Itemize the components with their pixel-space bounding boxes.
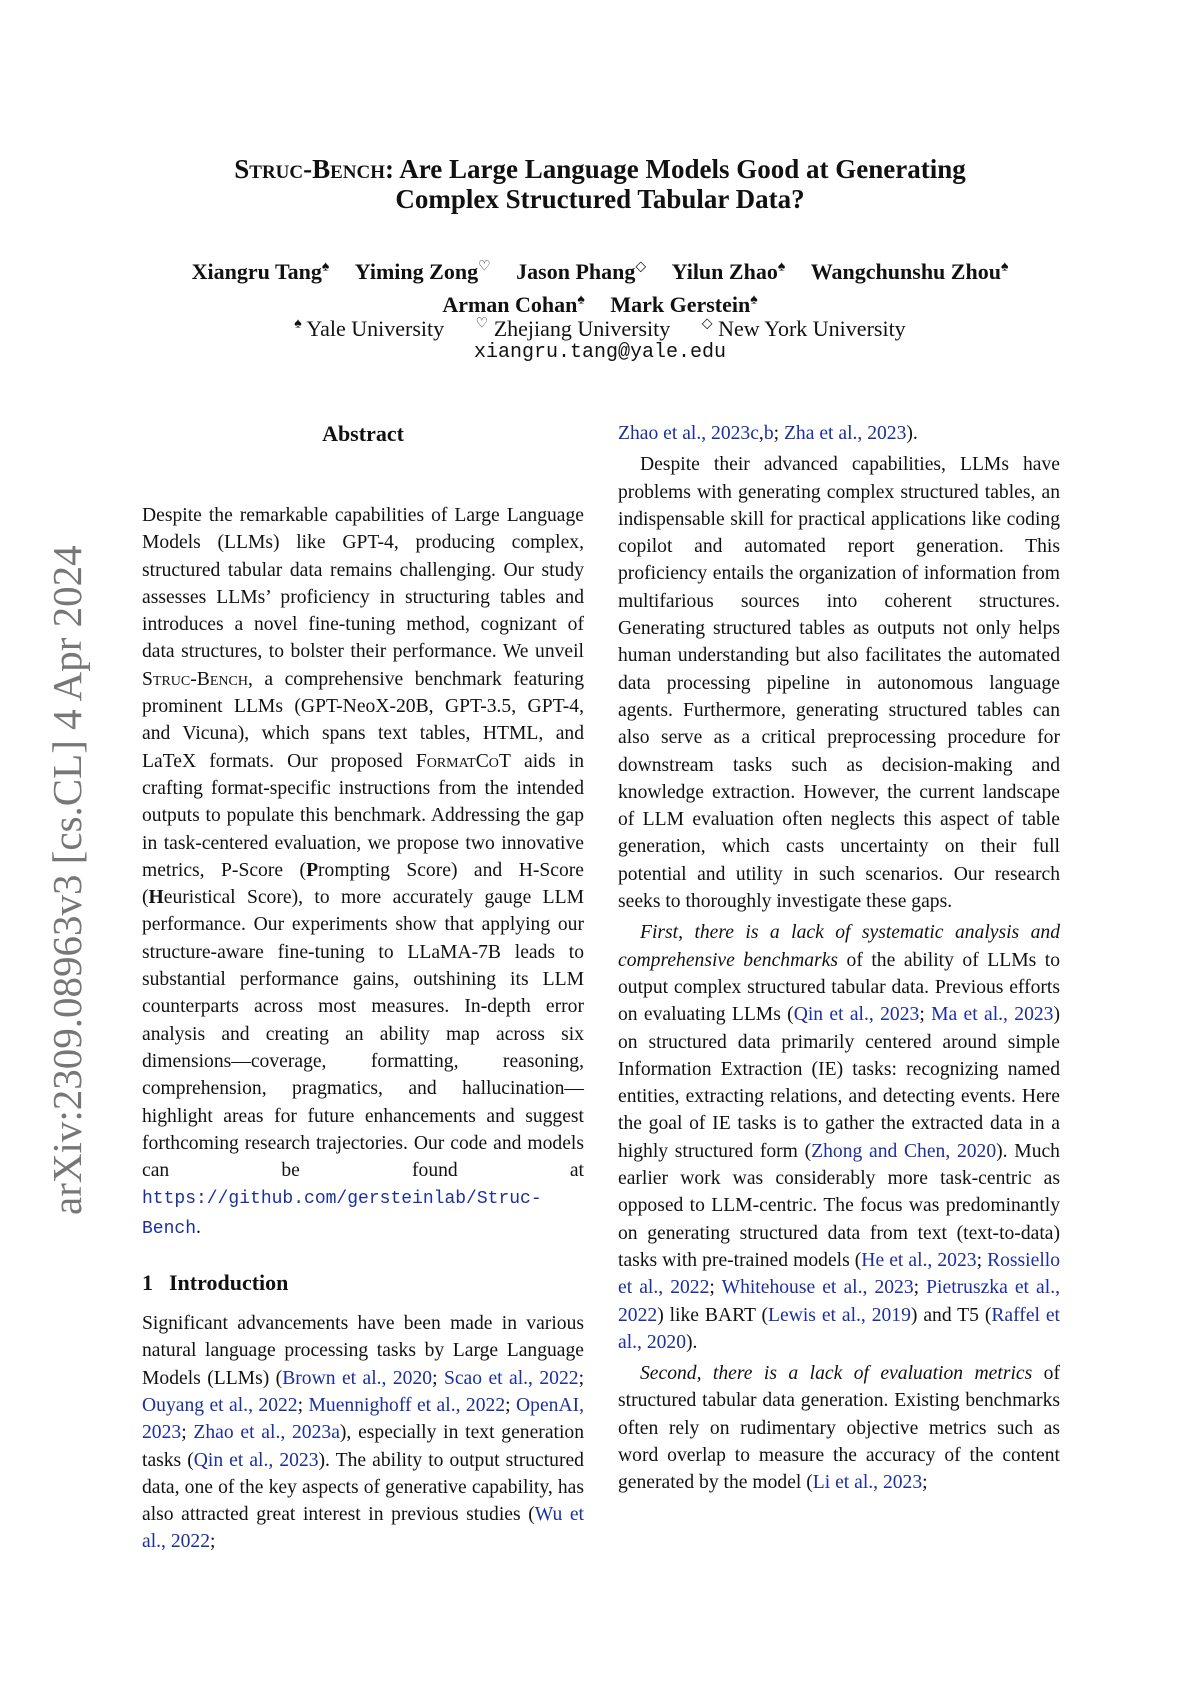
intro-paragraph-1: Significant advancements have been made in various natural language processing tasks by Large Language Models (LLMs) (Brown et al., 2020; Scao et al., 2022; Ouyang et al., 2022; Muennighoff et al., 2022; OpenAI, 2023; Zhao et al., 2023a), especially in text generation tasks (Qin et al., 2023). The ability to output structured data, one of the key aspects of generative capability, has also attracted great interest in previous studies (Wu et al., 2022; (142, 1313, 585, 1553)
intro-paragraph-1-continued: Zhao et al., 2023c,b; Zha et al., 2023). (618, 423, 918, 444)
citation-link[interactable]: Ma et al., 2023 (931, 1004, 1054, 1026)
affiliation-mark: ◇ (635, 260, 647, 275)
code-repository-link[interactable]: https://github.com/gersteinlab/Struc-Bench (142, 1189, 542, 1239)
affiliation-mark: ♠ (777, 260, 786, 275)
arxiv-identifier-stamp: arXiv:2309.08963v3 [cs.CL] 4 Apr 2024 (44, 545, 90, 1215)
citation-link[interactable]: OpenAI, 2023 (142, 1394, 585, 1444)
citation-link[interactable]: Muennighoff et al., 2022 (308, 1394, 506, 1416)
intro-paragraph-2: Despite their advanced capabilities, LLMs have problems with generating complex structured tables, an indispensable skill for practical applications like coding copilot and automated report generation. This proficiency entails the organization of information from multifarious sources into coherent structures. Generating structured tables as outputs not only helps human understanding but also facilitates the automated data processing pipeline in autonomous language agents. Furthermore, generating structured tables can also serve as a critical preprocessing procedure for downstream tasks such as decision-making and knowledge extraction. However, the current landscape of LLM evaluation often neglects this aspect of table generation, which casts uncertainty on their full potential and utility in such scenarios. Our research seeks to thoroughly investigate these gaps. (618, 454, 1060, 913)
affiliation: ♠ Yale University (294, 316, 445, 342)
affiliation-mark: ♠ (321, 260, 330, 275)
affiliation-mark: ♡ (478, 260, 491, 275)
affiliation: ◇ New York University (701, 316, 906, 342)
citation-link[interactable]: Zhao et al., 2023a (193, 1422, 340, 1444)
paper-title (140, 154, 1060, 214)
citation-link[interactable]: Qin et al., 2023 (793, 1004, 920, 1026)
left-column (142, 420, 584, 1556)
author: Yilun Zhao♠ (671, 259, 786, 285)
abstract-heading: Abstract (322, 421, 404, 446)
author: Xiangru Tang♠ (191, 259, 330, 285)
benchmark-name: Struc-Bench (234, 154, 386, 184)
citation-link[interactable]: Wu et al., 2022 (142, 1504, 585, 1553)
citation-link[interactable]: Rossiello et al., 2022 (618, 1249, 1061, 1299)
citation-link[interactable]: Raffel et al., 2020 (618, 1304, 1060, 1353)
right-column (618, 420, 1060, 1497)
section-heading-introduction: 1 Introduction (142, 1270, 289, 1296)
citation-link[interactable]: Li et al., 2023 (812, 1472, 923, 1494)
author: Jason Phang◇ (516, 259, 647, 285)
affiliation-mark: ♠ (1000, 260, 1009, 275)
citation-link[interactable]: Pietruszka et al., 2022 (618, 1277, 1060, 1326)
author: Yiming Zong♡ (354, 259, 491, 285)
citation-link[interactable]: Scao et al., 2022 (443, 1367, 579, 1389)
citation-link[interactable]: Qin et al., 2023 (193, 1449, 319, 1471)
affiliation-mark: ♠ (750, 292, 758, 308)
citation-link[interactable]: b (763, 423, 774, 444)
author: Arman Cohan♠ (442, 291, 585, 317)
intro-paragraph-3: First, there is a lack of systematic analysis and comprehensive benchmarks of the ability of LLMs to output complex structured tabular data. Previous efforts on evaluating LLMs (Qin et al., 2023; Ma et al., 2023) on structured data primarily centered around simple Information Extraction (IE) tasks: recognizing named entities, extracting relations, and detecting events. Here the goal of IE tasks is to gather the extracted data in a highly structured form (Zhong and Chen, 2020). Much earlier work was considerably more task-centric as opposed to LLM-centric. The focus was predominantly on generating structured data from text (text-to-data) tasks with pre-trained models (He et al., 2023; Rossiello et al., 2022; Whitehouse et al., 2023; Pietruszka et al., 2022) like BART (Lewis et al., 2019) and T5 (Raffel et al., 2020). (618, 922, 1061, 1353)
citation-link[interactable]: Zha et al., 2023 (783, 423, 907, 444)
title-line-1-rest: : Are Large Language Models Good at Generating (385, 154, 966, 184)
abstract-body: Despite the remarkable capabilities of Large Language Models (LLMs) like GPT-4, producing complex, structured tabular data remains challenging. Our study assesses LLMs’ proficiency in structuring tables and introduces a novel fine-tuning method, cognizant of data structures, to bolster their performance. We unveil Struc-Bench, a comprehensive benchmark featuring prominent LLMs (GPT-NeoX-20B, GPT-3.5, GPT-4, and Vicuna), which spans text tables, HTML, and LaTeX formats. Our proposed FormatCoT aids in crafting format-specific instructions from the intended outputs to populate this benchmark. Addressing the gap in task-centered evaluation, we propose two innovative metrics, P-Score (Prompting Score) and H-Score (Heuristical Score), to more accurately gauge LLM performance. Our experiments show that applying our structure-aware fine-tuning to LLaMA-7B leads to substantial performance gains, outshining its LLM counterparts across most measures. In-depth error analysis and creating an ability map across six dimensions—coverage, formatting, reasoning, comprehension, pragmatics, and hallucination—highlight areas for future enhancements and suggest forthcoming research trajectories. Our code and models can be found at https://github.com/gersteinlab/Struc-Bench. (142, 505, 584, 1239)
citation-link[interactable]: Zhao et al., 2023c (618, 423, 759, 444)
citation-link[interactable]: Ouyang et al., 2022 (142, 1394, 298, 1416)
citation-link[interactable]: Lewis et al., 2019 (768, 1304, 911, 1326)
author: Wangchunshu Zhou♠ (810, 259, 1009, 285)
author-list (140, 254, 1060, 319)
author: Mark Gerstein♠ (610, 291, 758, 317)
citation-link[interactable]: He et al., 2023 (861, 1249, 977, 1271)
citation-link[interactable]: Brown et al., 2020 (282, 1367, 433, 1389)
intro-paragraph-4: Second, there is a lack of evaluation metrics of structured tabular data generation. Existing benchmarks often rely on rudimentary objective metrics such as word overlap to measure the accuracy of the content generated by the model (Li et al., 2023; (618, 1363, 1060, 1494)
title-line-2: Complex Structured Tabular Data? (395, 184, 805, 214)
affiliation-mark: ♠ (577, 292, 585, 308)
citation-link[interactable]: Zhong and Chen, 2020 (811, 1140, 997, 1162)
citation-link[interactable]: Whitehouse et al., 2023 (721, 1277, 914, 1299)
affiliation: ♡ Zhejiang University (475, 316, 671, 342)
contact-email: xiangru.tang@yale.edu (473, 341, 727, 364)
